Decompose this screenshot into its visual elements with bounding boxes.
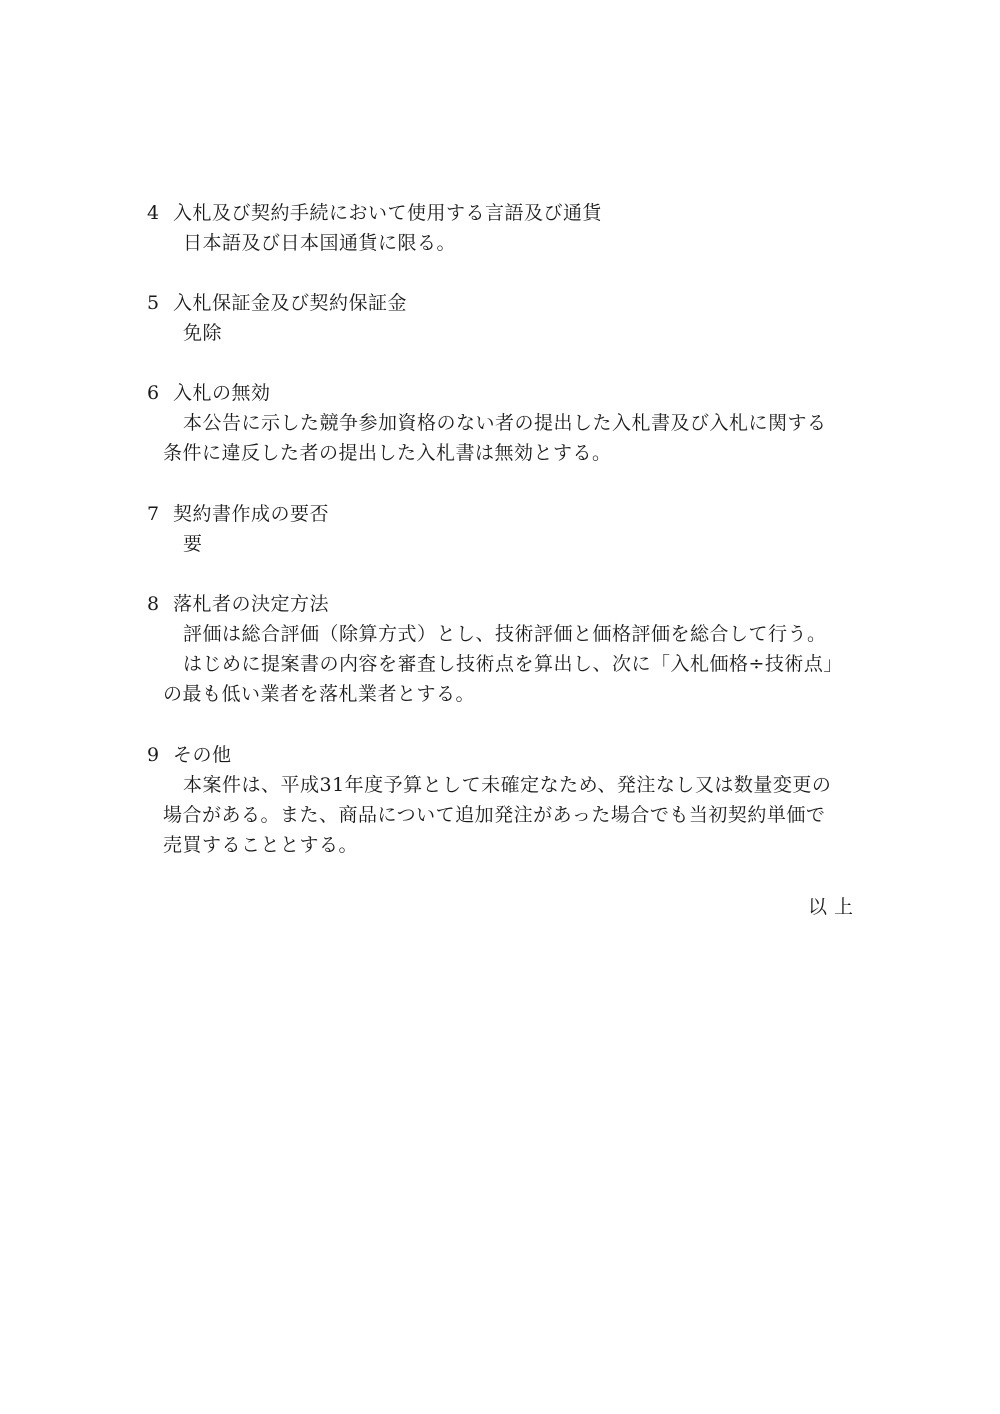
section-text-8-line-2: はじめに提案書の内容を審査し技術点を算出し、次に「入札価格÷技術点」 [183,653,843,675]
section-text-9-line-3: 売買することとする。 [163,834,359,856]
section-number: 8 [147,593,160,615]
section-text-9-line-2: 場合がある。また、商品について追加発注があった場合でも当初契約単価で [163,804,826,826]
section-title: 入札の無効 [173,382,271,404]
section-text-9-line-1: 本案件は、平成31年度予算として未確定なため、発注なし又は数量変更の [183,774,832,796]
section-heading-7 [147,499,329,529]
section-text-6-line-2: 条件に違反した者の提出した入札書は無効とする。 [163,442,612,464]
section-text-7-line-1: 要 [183,533,203,555]
section-heading-4 [147,198,602,228]
section-title: 落札者の決定方法 [173,593,330,615]
section-number: 6 [147,382,160,404]
section-heading-9 [147,740,232,770]
section-number: 4 [147,202,160,224]
section-title: その他 [173,744,232,766]
section-heading-5 [147,288,407,318]
section-title: 入札保証金及び契約保証金 [173,292,408,314]
section-heading-6 [147,378,271,408]
section-text-4-line-1: 日本語及び日本国通貨に限る。 [183,232,457,254]
section-number: 7 [147,503,160,525]
section-text-8-line-1: 評価は総合評価（除算方式）とし、技術評価と価格評価を総合して行う。 [183,623,827,645]
section-title: 契約書作成の要否 [173,503,330,525]
section-text-5-line-1: 免除 [183,322,223,344]
section-text-6-line-1: 本公告に示した競争参加資格のない者の提出した入札書及び入札に関する [183,412,827,434]
closing-mark: 以 上 [808,896,854,918]
section-number: 9 [147,744,160,766]
section-text-8-line-3: の最も低い業者を落札業者とする。 [163,683,476,705]
section-title: 入札及び契約手続において使用する言語及び通貨 [173,202,603,224]
section-heading-8 [147,589,329,619]
section-number: 5 [147,292,160,314]
